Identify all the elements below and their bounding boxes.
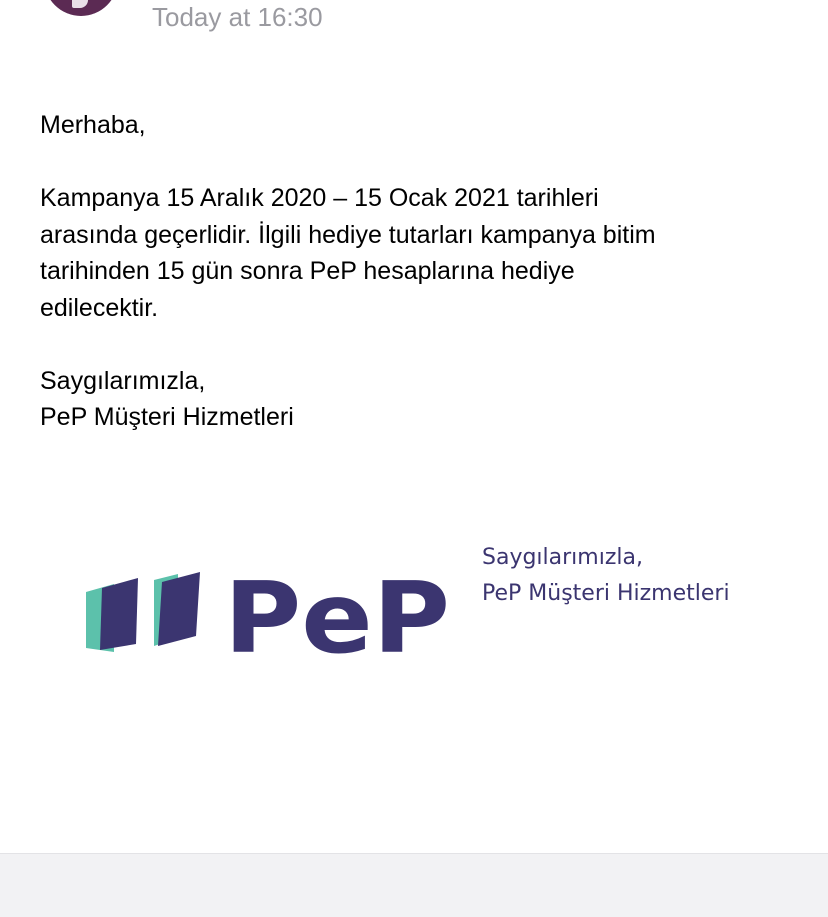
body-line: Kampanya 15 Aralık 2020 – 15 Ocak 2021 tarihleri [40, 184, 599, 212]
greeting: Merhaba, [40, 111, 146, 139]
email-body [40, 107, 800, 436]
signature-line: PeP Müşteri Hizmetleri [482, 581, 730, 606]
pep-logo-text: PeP [224, 562, 450, 662]
pep-logo [74, 552, 454, 662]
email-signature [64, 530, 774, 670]
body-line: tarihinden 15 gün sonra PeP hesaplarına hediye [40, 257, 575, 285]
message-timestamp: Today at 16:30 [152, 2, 323, 32]
bottom-toolbar [0, 853, 828, 917]
sender-avatar[interactable] [44, 0, 118, 16]
pep-logo-icon [86, 572, 200, 652]
avatar-logo-mark [72, 0, 88, 8]
body-line: edilecektir. [40, 293, 159, 322]
closing: Saygılarımızla, [40, 366, 206, 395]
body-line: arasında geçerlidir. İlgili hediye tutarları kampanya bitim [40, 220, 656, 249]
signature-text [482, 540, 730, 612]
sender-name: PeP Müşteri Hizmetleri [40, 403, 294, 431]
signature-line: Saygılarımızla, [482, 545, 643, 570]
